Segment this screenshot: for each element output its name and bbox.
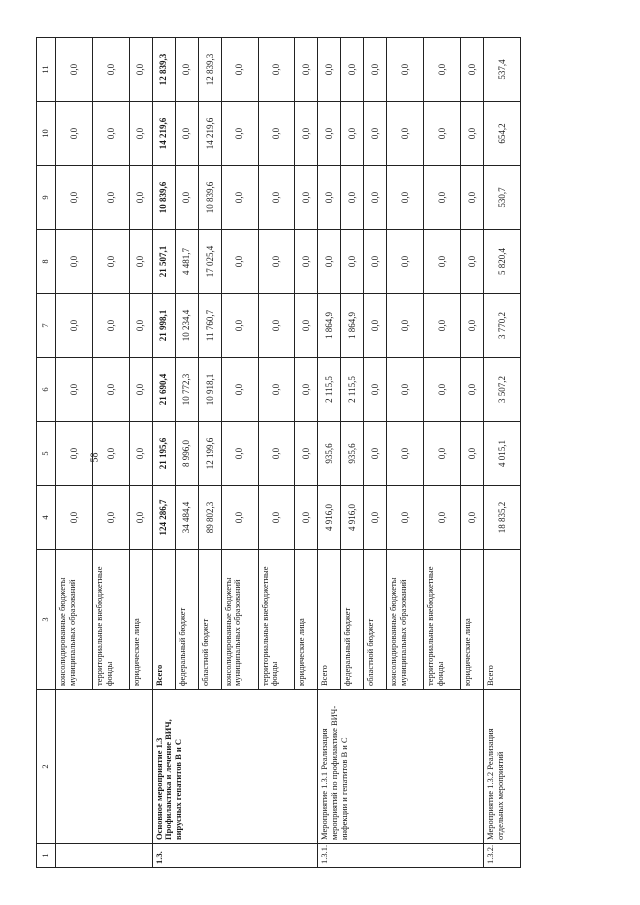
column-header: 3 (37, 550, 56, 690)
value-cell: 0,0 (221, 422, 258, 486)
value-cell: 0,0 (129, 486, 152, 550)
code-cell: 1.3.2. (484, 844, 521, 868)
value-cell: 0,0 (56, 358, 93, 422)
value-cell: 4 916,0 (341, 486, 364, 550)
value-cell: 0,0 (129, 358, 152, 422)
value-cell: 21 195,6 (152, 422, 175, 486)
activity-name-cell: Мероприятие 1.3.1 Реализация мероприятий по профилактике ВИЧ-инфекции и гепатитов В и С (318, 690, 484, 844)
value-cell: 0,0 (341, 102, 364, 166)
value-cell: 0,0 (318, 166, 341, 230)
value-cell: 0,0 (295, 486, 318, 550)
value-cell: 0,0 (129, 294, 152, 358)
value-cell: 0,0 (424, 358, 461, 422)
value-cell: 0,0 (92, 230, 129, 294)
value-cell: 0,0 (56, 102, 93, 166)
value-cell: 0,0 (424, 486, 461, 550)
value-cell: 12 839,3 (152, 38, 175, 102)
value-cell: 10 918,1 (198, 358, 221, 422)
value-cell: 14 219,6 (152, 102, 175, 166)
value-cell: 0,0 (424, 294, 461, 358)
value-cell: 0,0 (92, 486, 129, 550)
value-cell: 0,0 (461, 294, 484, 358)
value-cell: 10 839,6 (198, 166, 221, 230)
value-cell: 0,0 (129, 230, 152, 294)
column-header: 10 (37, 102, 56, 166)
value-cell: 0,0 (56, 166, 93, 230)
value-cell: 0,0 (221, 358, 258, 422)
column-header: 2 (37, 690, 56, 844)
value-cell: 0,0 (221, 38, 258, 102)
value-cell: 0,0 (364, 166, 387, 230)
value-cell: 0,0 (424, 38, 461, 102)
funding-source-cell: областной бюджет (364, 550, 387, 690)
column-header: 8 (37, 230, 56, 294)
value-cell: 0,0 (387, 230, 424, 294)
value-cell: 0,0 (175, 166, 198, 230)
value-cell: 2 115,5 (318, 358, 341, 422)
value-cell: 0,0 (258, 102, 295, 166)
value-cell: 14 219,6 (198, 102, 221, 166)
value-cell: 3 507,2 (484, 358, 521, 422)
value-cell: 10 234,4 (175, 294, 198, 358)
value-cell: 0,0 (56, 294, 93, 358)
value-cell: 0,0 (461, 422, 484, 486)
value-cell: 0,0 (364, 102, 387, 166)
funding-source-cell: федеральный бюджет (341, 550, 364, 690)
funding-source-cell: федеральный бюджет (175, 550, 198, 690)
value-cell: 0,0 (341, 38, 364, 102)
value-cell: 0,0 (258, 230, 295, 294)
value-cell: 12 839,3 (198, 38, 221, 102)
value-cell: 0,0 (424, 422, 461, 486)
value-cell: 21 998,1 (152, 294, 175, 358)
value-cell: 0,0 (461, 358, 484, 422)
funding-source-cell: юридические лица (295, 550, 318, 690)
value-cell: 0,0 (295, 422, 318, 486)
value-cell: 0,0 (387, 102, 424, 166)
value-cell: 0,0 (387, 422, 424, 486)
column-header: 4 (37, 486, 56, 550)
value-cell: 0,0 (387, 358, 424, 422)
value-cell: 0,0 (221, 294, 258, 358)
value-cell: 0,0 (92, 102, 129, 166)
value-cell: 0,0 (175, 38, 198, 102)
funding-source-cell: юридические лица (461, 550, 484, 690)
value-cell: 0,0 (295, 294, 318, 358)
value-cell: 0,0 (295, 166, 318, 230)
value-cell: 0,0 (387, 38, 424, 102)
value-cell: 0,0 (258, 166, 295, 230)
funding-source-cell: территориальные внебюджетные фонды (258, 550, 295, 690)
value-cell: 17 025,4 (198, 230, 221, 294)
value-cell: 2 115,5 (341, 358, 364, 422)
value-cell: 8 996,0 (175, 422, 198, 486)
table-body (56, 38, 521, 868)
value-cell: 654,2 (484, 102, 521, 166)
funding-source-cell: консолидированные бюджеты муниципальных образований (56, 550, 93, 690)
column-header: 7 (37, 294, 56, 358)
column-header: 11 (37, 38, 56, 102)
value-cell: 0,0 (461, 166, 484, 230)
value-cell: 0,0 (461, 102, 484, 166)
value-cell: 0,0 (387, 166, 424, 230)
value-cell: 0,0 (129, 38, 152, 102)
value-cell: 0,0 (461, 230, 484, 294)
value-cell: 4 481,7 (175, 230, 198, 294)
value-cell: 0,0 (364, 358, 387, 422)
value-cell: 0,0 (387, 294, 424, 358)
column-header: 9 (37, 166, 56, 230)
value-cell: 0,0 (295, 358, 318, 422)
value-cell: 0,0 (258, 294, 295, 358)
code-cell (56, 844, 153, 868)
funding-source-cell: Всего (152, 550, 175, 690)
value-cell: 0,0 (364, 38, 387, 102)
value-cell: 0,0 (364, 294, 387, 358)
value-cell: 0,0 (92, 38, 129, 102)
value-cell: 3 770,2 (484, 294, 521, 358)
value-cell: 0,0 (461, 38, 484, 102)
value-cell: 0,0 (341, 166, 364, 230)
table-row (152, 38, 175, 868)
value-cell: 89 802,3 (198, 486, 221, 550)
value-cell: 0,0 (295, 38, 318, 102)
value-cell: 0,0 (424, 102, 461, 166)
funding-source-cell: консолидированные бюджеты муниципальных образований (221, 550, 258, 690)
value-cell: 124 286,7 (152, 486, 175, 550)
value-cell: 0,0 (175, 102, 198, 166)
value-cell: 21 690,4 (152, 358, 175, 422)
page-number: 58 (89, 452, 101, 463)
value-cell: 0,0 (92, 358, 129, 422)
value-cell: 935,6 (341, 422, 364, 486)
value-cell: 18 835,2 (484, 486, 521, 550)
value-cell: 0,0 (341, 230, 364, 294)
value-cell: 1 864,9 (341, 294, 364, 358)
activity-name-cell: Основное мероприятие 1.3 Профилактика и лечение ВИЧ, вирусных гепатитов В и С (152, 690, 318, 844)
value-cell: 537,4 (484, 38, 521, 102)
value-cell: 0,0 (461, 486, 484, 550)
value-cell: 0,0 (92, 166, 129, 230)
value-cell: 0,0 (258, 38, 295, 102)
value-cell: 0,0 (221, 486, 258, 550)
value-cell: 0,0 (56, 38, 93, 102)
value-cell: 10 772,3 (175, 358, 198, 422)
value-cell: 5 820,4 (484, 230, 521, 294)
code-cell: 1.3.1. (318, 844, 484, 868)
value-cell: 0,0 (258, 358, 295, 422)
value-cell: 0,0 (129, 102, 152, 166)
value-cell: 0,0 (258, 422, 295, 486)
value-cell: 34 484,4 (175, 486, 198, 550)
column-header: 6 (37, 358, 56, 422)
value-cell: 1 864,9 (318, 294, 341, 358)
budget-table (36, 37, 521, 868)
value-cell: 0,0 (318, 38, 341, 102)
activity-name-cell: Мероприятие 1.3.2 Реализация отдельных мероприятий (484, 690, 521, 844)
value-cell: 0,0 (92, 422, 129, 486)
value-cell: 935,6 (318, 422, 341, 486)
funding-source-cell: Всего (318, 550, 341, 690)
header-row (37, 38, 56, 868)
funding-source-cell: территориальные внебюджетные фонды (424, 550, 461, 690)
value-cell: 0,0 (364, 230, 387, 294)
value-cell: 10 839,6 (152, 166, 175, 230)
value-cell: 0,0 (424, 166, 461, 230)
funding-source-cell: консолидированные бюджеты муниципальных образований (387, 550, 424, 690)
value-cell: 4 015,1 (484, 422, 521, 486)
code-cell: 1.3. (152, 844, 318, 868)
value-cell: 4 916,0 (318, 486, 341, 550)
value-cell: 21 507,1 (152, 230, 175, 294)
funding-source-cell: Всего (484, 550, 521, 690)
rotated-table-wrapper (36, 38, 521, 868)
value-cell: 0,0 (318, 230, 341, 294)
value-cell: 0,0 (221, 102, 258, 166)
value-cell: 0,0 (387, 486, 424, 550)
value-cell: 0,0 (129, 166, 152, 230)
value-cell: 0,0 (295, 230, 318, 294)
value-cell: 0,0 (56, 230, 93, 294)
value-cell: 12 199,6 (198, 422, 221, 486)
value-cell: 0,0 (364, 486, 387, 550)
name-cell (56, 690, 153, 844)
table-row (484, 38, 521, 868)
value-cell: 0,0 (56, 486, 93, 550)
value-cell: 0,0 (92, 294, 129, 358)
column-header: 1 (37, 844, 56, 868)
table-row (56, 38, 93, 868)
funding-source-cell: юридические лица (129, 550, 152, 690)
value-cell: 530,7 (484, 166, 521, 230)
value-cell: 11 760,7 (198, 294, 221, 358)
funding-source-cell: областной бюджет (198, 550, 221, 690)
value-cell: 0,0 (129, 422, 152, 486)
funding-source-cell: территориальные внебюджетные фонды (92, 550, 129, 690)
value-cell: 0,0 (424, 230, 461, 294)
value-cell: 0,0 (258, 486, 295, 550)
column-header: 5 (37, 422, 56, 486)
value-cell: 0,0 (318, 102, 341, 166)
value-cell: 0,0 (364, 422, 387, 486)
value-cell: 0,0 (221, 166, 258, 230)
value-cell: 0,0 (56, 422, 93, 486)
value-cell: 0,0 (221, 230, 258, 294)
table-row (318, 38, 341, 868)
value-cell: 0,0 (295, 102, 318, 166)
